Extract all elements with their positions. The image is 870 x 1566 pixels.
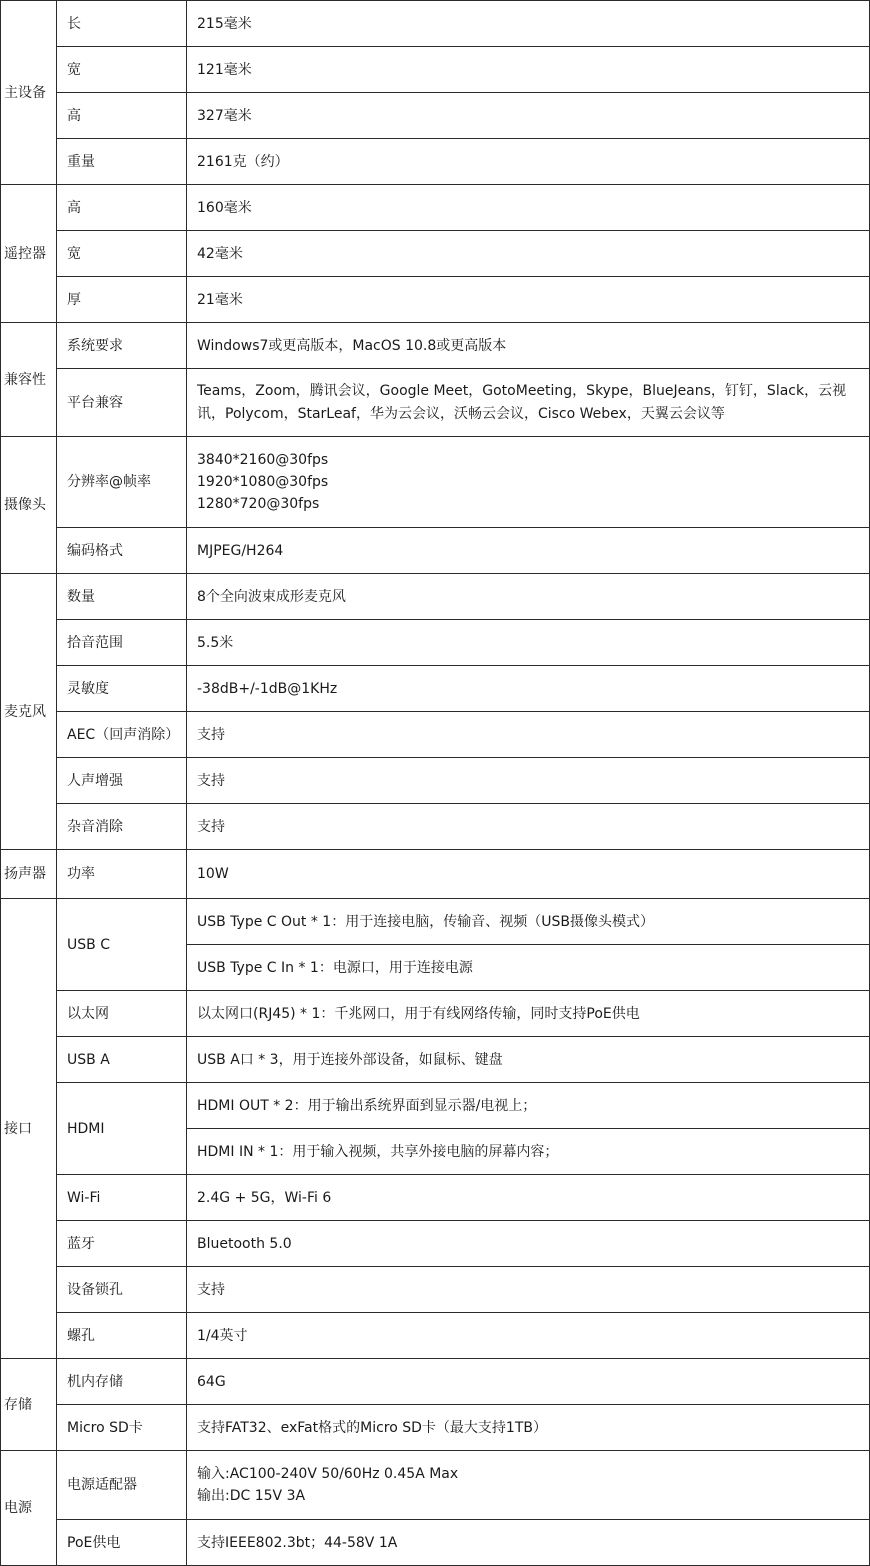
spec-value: USB A口 * 3，用于连接外部设备，如鼠标、键盘 (187, 1037, 870, 1083)
spec-value: MJPEG/H264 (187, 528, 870, 574)
spec-value: Windows7或更高版本，MacOS 10.8或更高版本 (187, 323, 870, 369)
spec-label: 杂音消除 (57, 804, 187, 850)
spec-label: 平台兼容 (57, 369, 187, 437)
table-row (1, 277, 870, 323)
table-row (1, 231, 870, 277)
table-row (1, 1175, 870, 1221)
table-row (1, 1451, 870, 1520)
table-row (1, 323, 870, 369)
category-power: 电源 (1, 1451, 57, 1566)
category-camera: 摄像头 (1, 437, 57, 574)
value-line: 1920*1080@30fps (197, 474, 329, 490)
spec-label: 宽 (57, 47, 187, 93)
spec-value: 215毫米 (187, 1, 870, 47)
table-row (1, 1313, 870, 1359)
spec-label: USB C (57, 899, 187, 991)
category-main-device: 主设备 (1, 1, 57, 185)
spec-label: 功率 (57, 850, 187, 899)
spec-label: 以太网 (57, 991, 187, 1037)
table-row (1, 1037, 870, 1083)
table-row (1, 47, 870, 93)
spec-value: 21毫米 (187, 277, 870, 323)
spec-label: 数量 (57, 574, 187, 620)
table-row (1, 712, 870, 758)
spec-label: 长 (57, 1, 187, 47)
table-row (1, 369, 870, 437)
spec-label: PoE供电 (57, 1520, 187, 1566)
spec-value: 121毫米 (187, 47, 870, 93)
spec-value: USB Type C In * 1：电源口，用于连接电源 (187, 945, 870, 991)
spec-label: 编码格式 (57, 528, 187, 574)
spec-label: 螺孔 (57, 1313, 187, 1359)
spec-label: 拾音范围 (57, 620, 187, 666)
spec-value: 支持 (187, 712, 870, 758)
spec-value: 支持 (187, 1267, 870, 1313)
table-row (1, 185, 870, 231)
spec-value: HDMI IN * 1：用于输入视频，共享外接电脑的屏幕内容； (187, 1129, 870, 1175)
value-line: 3840*2160@30fps (197, 452, 329, 468)
spec-label: 设备锁孔 (57, 1267, 187, 1313)
table-row (1, 1520, 870, 1566)
spec-value: 1/4英寸 (187, 1313, 870, 1359)
table-row (1, 437, 870, 528)
spec-value: 2161克（约） (187, 139, 870, 185)
table-row (1, 1083, 870, 1129)
table-row (1, 1405, 870, 1451)
spec-label: 厚 (57, 277, 187, 323)
spec-value: 支持 (187, 758, 870, 804)
category-remote: 遥控器 (1, 185, 57, 323)
category-compatibility: 兼容性 (1, 323, 57, 437)
spec-value: 42毫米 (187, 231, 870, 277)
value-line: 输入:AC100-240V 50/60Hz 0.45A Max (197, 1466, 459, 1482)
table-row (1, 620, 870, 666)
table-row (1, 804, 870, 850)
spec-value: 支持FAT32、exFat格式的Micro SD卡（最大支持1TB） (187, 1405, 870, 1451)
spec-label: AEC（回声消除） (57, 712, 187, 758)
table-row (1, 899, 870, 945)
table-row (1, 1359, 870, 1405)
spec-value: 8个全向波束成形麦克风 (187, 574, 870, 620)
spec-label: 宽 (57, 231, 187, 277)
spec-label: HDMI (57, 1083, 187, 1175)
table-row (1, 139, 870, 185)
spec-value: 以太网口(RJ45) * 1：千兆网口，用于有线网络传输，同时支持PoE供电 (187, 991, 870, 1037)
spec-label: 分辨率@帧率 (57, 437, 187, 528)
spec-label: 人声增强 (57, 758, 187, 804)
spec-value: 327毫米 (187, 93, 870, 139)
spec-label: 蓝牙 (57, 1221, 187, 1267)
spec-value: 支持IEEE802.3bt；44-58V 1A (187, 1520, 870, 1566)
spec-value: Teams，Zoom，腾讯会议，Google Meet，GotoMeeting，Skype，BlueJeans，钉钉，Slack，云视讯，Polycom，StarLeaf，华为云会议，沃畅云会议，Cisco Webex，天翼云会议等 (187, 369, 870, 437)
category-speaker: 扬声器 (1, 850, 57, 899)
category-interfaces: 接口 (1, 899, 57, 1359)
table-row (1, 1267, 870, 1313)
category-microphone: 麦克风 (1, 574, 57, 850)
spec-value: -38dB+/-1dB@1KHz (187, 666, 870, 712)
spec-value: 5.5米 (187, 620, 870, 666)
spec-label: Micro SD卡 (57, 1405, 187, 1451)
table-row (1, 1221, 870, 1267)
spec-value: 2.4G + 5G，Wi-Fi 6 (187, 1175, 870, 1221)
spec-label: 高 (57, 93, 187, 139)
spec-value (187, 1451, 870, 1520)
spec-label: 机内存储 (57, 1359, 187, 1405)
table-row (1, 1, 870, 47)
table-row (1, 528, 870, 574)
spec-value: USB Type C Out * 1：用于连接电脑，传输音、视频（USB摄像头模式） (187, 899, 870, 945)
spec-value: 10W (187, 850, 870, 899)
spec-value: Bluetooth 5.0 (187, 1221, 870, 1267)
table-row (1, 758, 870, 804)
table-row (1, 666, 870, 712)
spec-value: HDMI OUT * 2：用于输出系统界面到显示器/电视上； (187, 1083, 870, 1129)
value-line: 1280*720@30fps (197, 496, 320, 512)
spec-value: 160毫米 (187, 185, 870, 231)
value-line: 输出:DC 15V 3A (197, 1488, 306, 1504)
spec-value: 64G (187, 1359, 870, 1405)
table-row (1, 991, 870, 1037)
spec-label: Wi-Fi (57, 1175, 187, 1221)
spec-label: USB A (57, 1037, 187, 1083)
spec-label: 电源适配器 (57, 1451, 187, 1520)
spec-label: 重量 (57, 139, 187, 185)
spec-value (187, 437, 870, 528)
table-row (1, 850, 870, 899)
spec-value: 支持 (187, 804, 870, 850)
category-storage: 存储 (1, 1359, 57, 1451)
spec-label: 灵敏度 (57, 666, 187, 712)
spec-label: 高 (57, 185, 187, 231)
table-row (1, 93, 870, 139)
spec-label: 系统要求 (57, 323, 187, 369)
table-row (1, 574, 870, 620)
